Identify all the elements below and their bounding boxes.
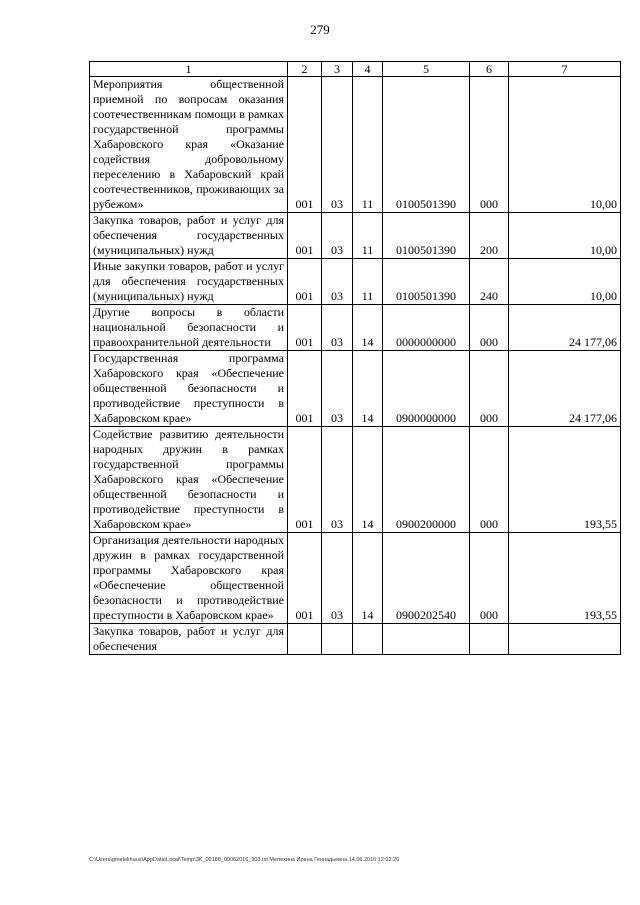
row-target-code: 0900000000	[383, 351, 470, 427]
row-ministry: 001	[288, 77, 322, 213]
row-target-code: 0100501390	[383, 259, 470, 305]
column-header: 1	[90, 62, 288, 77]
row-ministry: 001	[288, 427, 322, 533]
column-header: 6	[470, 62, 509, 77]
row-expense-type: 000	[470, 533, 509, 624]
row-name: Иные закупки товаров, работ и услуг для обеспечения государственных (муниципальных) нужд	[90, 259, 288, 305]
row-section: 03	[322, 77, 353, 213]
row-sum: 10,00	[509, 259, 621, 305]
column-header: 7	[509, 62, 621, 77]
row-subsection: 11	[353, 213, 383, 259]
budget-table	[89, 61, 621, 655]
row-section: 03	[322, 533, 353, 624]
table-header-row	[90, 62, 621, 77]
row-name: Другие вопросы в области национальной безопасности и правоохранительной деятельности	[90, 305, 288, 351]
row-expense-type: 000	[470, 77, 509, 213]
row-name: Мероприятия общественной приемной по вопросам оказания соотечественникам помощи в рамках государственной программы Хабаровского края «Оказание содействия добровольному переселению в Хабаровский край соотечественников, проживающих за рубежом»	[90, 77, 288, 213]
row-expense-type: 000	[470, 351, 509, 427]
column-header: 2	[288, 62, 322, 77]
table-row	[90, 624, 621, 655]
row-subsection: 14	[353, 305, 383, 351]
table-row	[90, 77, 621, 213]
row-target-code: 0900200000	[383, 427, 470, 533]
row-target-code: 0900202540	[383, 533, 470, 624]
row-name: Закупка товаров, работ и услуг для обеспечения	[90, 624, 288, 655]
row-subsection: 14	[353, 351, 383, 427]
column-header: 4	[353, 62, 383, 77]
row-target-code: 0000000000	[383, 305, 470, 351]
row-section	[322, 624, 353, 655]
row-expense-type: 000	[470, 427, 509, 533]
row-section: 03	[322, 427, 353, 533]
row-sum: 10,00	[509, 77, 621, 213]
row-name: Содействие развитию деятельности народных дружин в рамках государственной программы Хабаровского края «Обеспечение общественной безопасности и противодействие преступности в Хабаровском крае»	[90, 427, 288, 533]
row-sum: 24 177,06	[509, 351, 621, 427]
row-ministry	[288, 624, 322, 655]
row-sum: 10,00	[509, 213, 621, 259]
row-sum: 24 177,06	[509, 305, 621, 351]
row-section: 03	[322, 213, 353, 259]
row-sum: 193,55	[509, 533, 621, 624]
row-target-code: 0100501390	[383, 213, 470, 259]
column-header: 3	[322, 62, 353, 77]
row-expense-type	[470, 624, 509, 655]
column-header: 5	[383, 62, 470, 77]
table-row	[90, 213, 621, 259]
row-target-code: 0100501390	[383, 77, 470, 213]
row-ministry: 001	[288, 533, 322, 624]
row-subsection: 11	[353, 77, 383, 213]
table-row	[90, 259, 621, 305]
table-row	[90, 351, 621, 427]
row-subsection: 11	[353, 259, 383, 305]
file-path-footer: C:\Users\gmelekhaus\AppData\Local\Temp\3K_00188_09062016_903.txt Мелехина Ирина Геннадьевна 14.06.2016 12:02:20	[89, 857, 400, 863]
row-name: Закупка товаров, работ и услуг для обеспечения государственных (муниципальных) нужд	[90, 213, 288, 259]
row-sum	[509, 624, 621, 655]
row-subsection: 14	[353, 427, 383, 533]
row-section: 03	[322, 305, 353, 351]
row-ministry: 001	[288, 305, 322, 351]
row-section: 03	[322, 259, 353, 305]
row-expense-type: 000	[470, 305, 509, 351]
table-row	[90, 533, 621, 624]
row-sum: 193,55	[509, 427, 621, 533]
row-name: Организация деятельности народных дружин в рамках государственной программы Хабаровского края «Обеспечение общественной безопасности и противодействие преступности в Хабаровском крае»	[90, 533, 288, 624]
table-row	[90, 427, 621, 533]
row-target-code	[383, 624, 470, 655]
row-section: 03	[322, 351, 353, 427]
row-ministry: 001	[288, 259, 322, 305]
page-number: 279	[310, 22, 330, 37]
row-ministry: 001	[288, 351, 322, 427]
row-subsection	[353, 624, 383, 655]
table-row	[90, 305, 621, 351]
row-name: Государственная программа Хабаровского края «Обеспечение общественной безопасности и противодействие преступности в Хабаровском крае»	[90, 351, 288, 427]
row-ministry: 001	[288, 213, 322, 259]
row-expense-type: 200	[470, 213, 509, 259]
row-expense-type: 240	[470, 259, 509, 305]
row-subsection: 14	[353, 533, 383, 624]
